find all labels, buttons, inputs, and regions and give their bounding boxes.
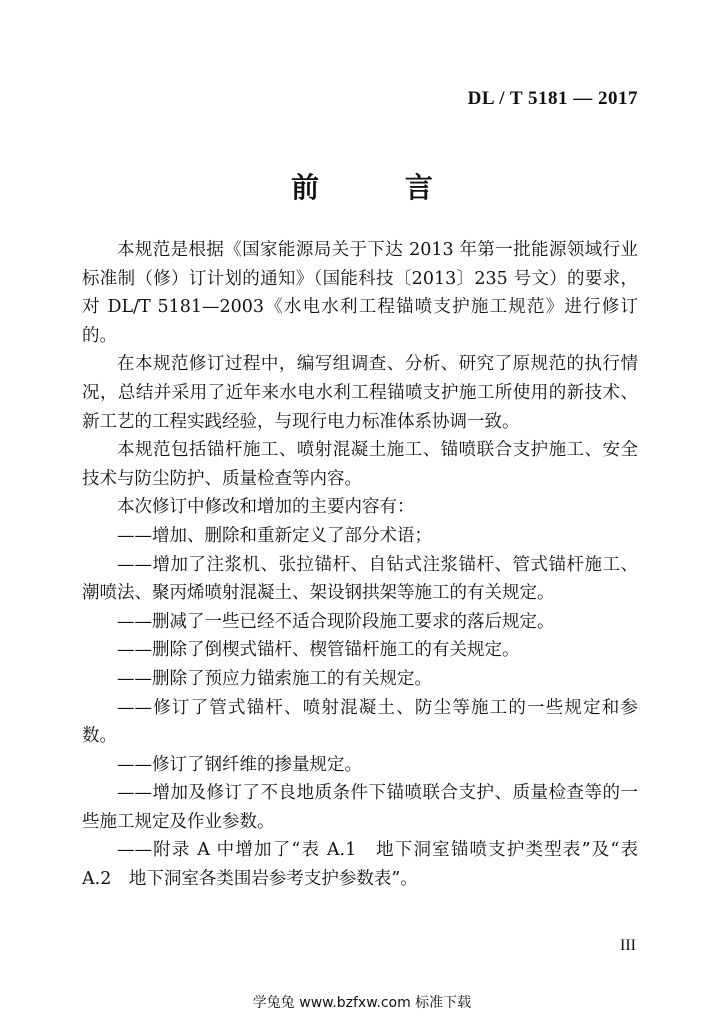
- paragraph-2: 在本规范修订过程中，编写组调查、分析、研究了原规范的执行情况，总结并采用了近年来水电水利工程锚喷支护施工所使用的新技术、新工艺的工程实践经验，与现行电力标准体系协调一致。: [82, 354, 638, 432]
- list-item: ——修订了管式锚杆、喷射混凝土、防尘等施工的一些规定和参数。: [82, 697, 638, 747]
- list-item: ——删除了预应力锚索施工的有关规定。: [117, 668, 432, 689]
- list-item: ——增加及修订了不良地质条件下锚喷联合支护、质量检查等的一些施工规定及作业参数。: [82, 783, 638, 832]
- standard-code: DL / T 5181 — 2017: [467, 88, 638, 109]
- paragraph-1: 本规范是根据《国家能源局关于下达 2013 年第一批能源领域行业标准制（修）订计划的通知》（国能科技〔2013〕235 号文）的要求，对 DL/T 5181—2003《水电水利工程锚喷支护施工规范》进行修订的。: [82, 240, 638, 346]
- list-item: ——附录 A 中增加了“表 A.1 地下洞室锚喷支护类型表”及“表 A.2 地下洞室各类围岩参考支护参数表”。: [82, 840, 638, 890]
- list-item: ——增加了注浆机、张拉锚杆、自钻式注浆锚杆、管式锚杆施工、潮喷法、聚丙烯喷射混凝土、架设钢拱架等施工的有关规定。: [82, 554, 638, 604]
- list-item: ——删减了一些已经不适合现阶段施工要求的落后规定。: [117, 611, 555, 632]
- page-title: 前 言: [291, 171, 471, 204]
- list-item: ——增加、删除和重新定义了部分术语；: [117, 525, 432, 546]
- paragraph-4: 本次修订中修改和增加的主要内容有：: [117, 497, 415, 518]
- footer-watermark: 学兔兔 www.bzfxw.com 标准下载: [252, 995, 472, 1011]
- paragraph-3: 本规范包括锚杆施工、喷射混凝土施工、锚喷联合支护施工、安全技术与防尘防护、质量检查等内容。: [82, 440, 638, 489]
- page-number: III: [620, 937, 636, 954]
- list-item: ——删除了倒楔式锚杆、楔管锚杆施工的有关规定。: [117, 640, 520, 661]
- list-item: ——修订了钢纤维的掺量规定。: [117, 754, 362, 775]
- preface-body: [82, 236, 638, 894]
